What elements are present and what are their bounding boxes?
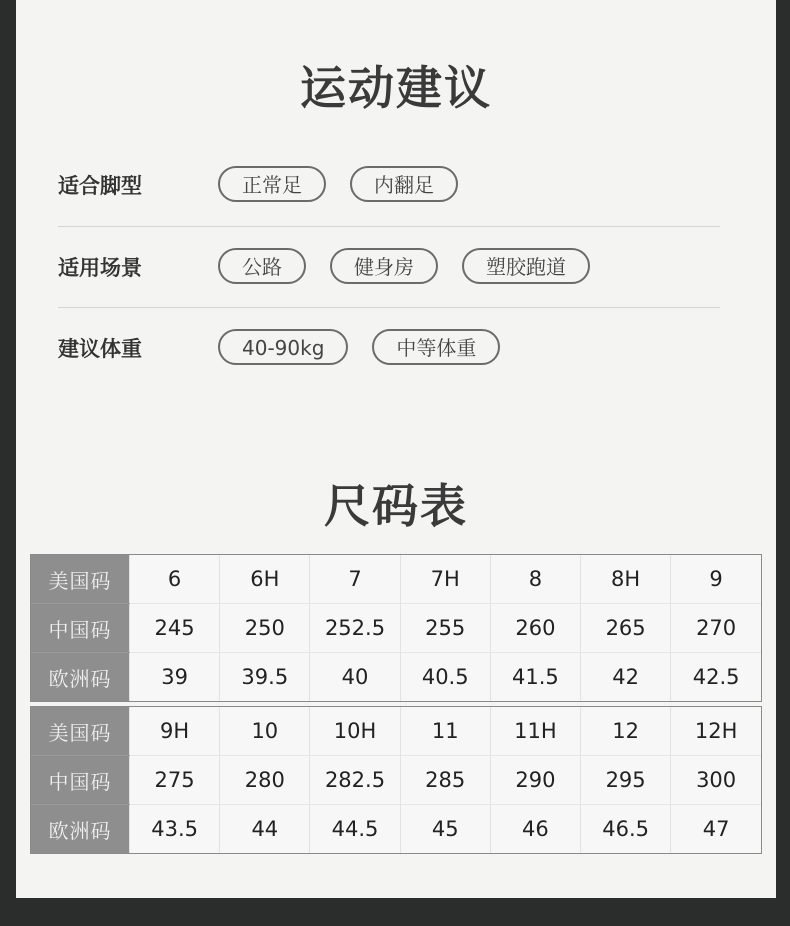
table-cell: 295 — [581, 756, 671, 805]
table-cell: 12H — [671, 707, 761, 756]
table-cell: 42.5 — [671, 653, 761, 702]
row-header-us: 美国码 — [31, 555, 130, 604]
sport-advice-title: 运动建议 — [300, 61, 492, 115]
size-table-2 — [30, 706, 762, 854]
table-cell: 10H — [310, 707, 400, 756]
table-cell: 270 — [671, 604, 761, 653]
table-cell: 42 — [581, 653, 671, 702]
table-cell: 11 — [400, 707, 490, 756]
spec-row-weight — [58, 309, 720, 389]
tag-pill: 内翻足 — [350, 166, 458, 202]
tag-pill: 公路 — [218, 248, 306, 284]
row-header-us: 美国码 — [31, 707, 130, 756]
divider — [58, 226, 720, 227]
table-cell: 43.5 — [130, 805, 220, 854]
table-cell: 40 — [310, 653, 400, 702]
size-table-1 — [30, 554, 762, 702]
table-cell: 8H — [581, 555, 671, 604]
spec-label: 适合脚型 — [58, 174, 142, 198]
table-cell: 8 — [490, 555, 580, 604]
table-cell: 47 — [671, 805, 761, 854]
table-cell: 290 — [490, 756, 580, 805]
table-cell: 9H — [130, 707, 220, 756]
table-row-eu — [31, 653, 761, 702]
table-cell: 6 — [130, 555, 220, 604]
row-header-cn: 中国码 — [31, 604, 130, 653]
spec-label: 建议体重 — [58, 337, 142, 361]
table-cell: 40.5 — [400, 653, 490, 702]
row-header-cn: 中国码 — [31, 756, 130, 805]
table-cell: 44.5 — [310, 805, 400, 854]
table-row-us — [31, 555, 761, 604]
size-chart-title: 尺码表 — [324, 479, 468, 533]
table-cell: 282.5 — [310, 756, 400, 805]
table-cell: 45 — [400, 805, 490, 854]
spec-label: 适用场景 — [58, 256, 142, 280]
table-cell: 7H — [400, 555, 490, 604]
table-cell: 12 — [581, 707, 671, 756]
tag-pill: 正常足 — [218, 166, 326, 202]
divider — [58, 307, 720, 308]
table-cell: 41.5 — [490, 653, 580, 702]
tag-pill: 健身房 — [330, 248, 438, 284]
table-cell: 10 — [220, 707, 310, 756]
table-cell: 285 — [400, 756, 490, 805]
table-cell: 46 — [490, 805, 580, 854]
table-cell: 9 — [671, 555, 761, 604]
table-row-cn — [31, 604, 761, 653]
table-cell: 260 — [490, 604, 580, 653]
table-cell: 280 — [220, 756, 310, 805]
table-cell: 39.5 — [220, 653, 310, 702]
table-cell: 11H — [490, 707, 580, 756]
table-cell: 275 — [130, 756, 220, 805]
row-header-eu: 欧洲码 — [31, 653, 130, 702]
table-cell: 300 — [671, 756, 761, 805]
product-detail-card — [16, 0, 776, 898]
tag-pill: 塑胶跑道 — [462, 248, 590, 284]
table-cell: 255 — [400, 604, 490, 653]
spec-row-foot-type — [58, 146, 720, 226]
table-cell: 265 — [581, 604, 671, 653]
table-cell: 7 — [310, 555, 400, 604]
row-header-eu: 欧洲码 — [31, 805, 130, 854]
table-cell: 245 — [130, 604, 220, 653]
table-row-eu — [31, 805, 761, 854]
table-cell: 46.5 — [581, 805, 671, 854]
table-cell: 6H — [220, 555, 310, 604]
table-row-cn — [31, 756, 761, 805]
table-row-us — [31, 707, 761, 756]
spec-row-scene — [58, 228, 720, 308]
table-cell: 39 — [130, 653, 220, 702]
table-cell: 250 — [220, 604, 310, 653]
tag-pill: 40-90kg — [218, 329, 348, 365]
tag-pill: 中等体重 — [372, 329, 500, 365]
table-cell: 252.5 — [310, 604, 400, 653]
table-cell: 44 — [220, 805, 310, 854]
